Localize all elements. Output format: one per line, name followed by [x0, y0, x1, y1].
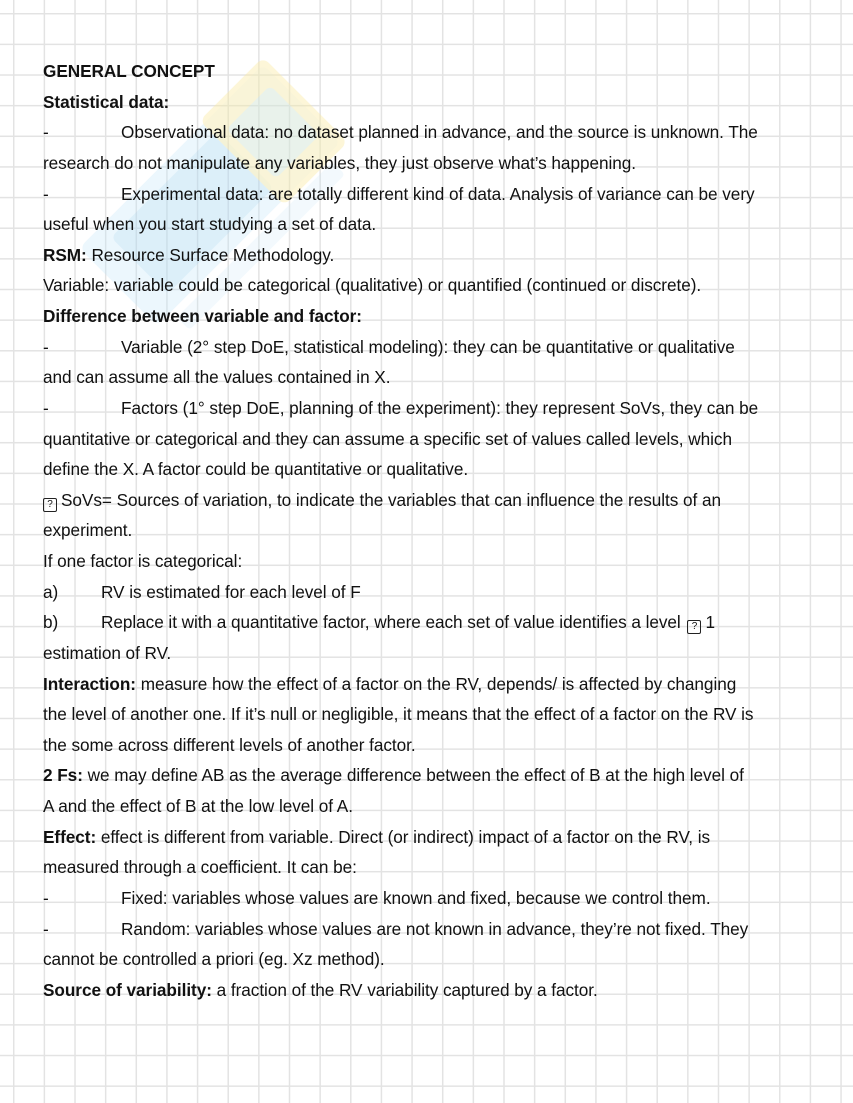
list-item-b: [43, 607, 833, 638]
list-item-text: Replace it with a quantitative factor, where each set of value identifies a level: [101, 612, 681, 633]
term-label: Source of variability:: [43, 979, 212, 1000]
list-item-observational-data: [43, 117, 833, 148]
text-content: cannot be controlled a priori (eg. Xz method).: [43, 949, 385, 970]
document-title: [43, 56, 833, 87]
list-item-a: [43, 577, 833, 608]
text-line: [43, 944, 833, 975]
term-label: Effect:: [43, 826, 97, 847]
text-line: [43, 852, 833, 883]
text-line: [43, 699, 833, 730]
list-item-text: Fixed: variables whose values are known and fixed, because we control them.: [121, 887, 711, 908]
document-page: [43, 56, 833, 1005]
term-definition: Resource Surface Methodology.: [86, 244, 335, 265]
term-label: 2 Fs:: [43, 765, 83, 786]
heading-text: Statistical data:: [43, 91, 170, 112]
dash-marker: -: [43, 887, 49, 908]
list-item-random: [43, 914, 833, 945]
list-item-suffix: 1: [705, 612, 715, 633]
term-definition: a fraction of the RV variability captured by a factor.: [211, 979, 598, 1000]
title-text: GENERAL CONCEPT: [43, 61, 215, 81]
text-line: [43, 515, 833, 546]
list-item-text: RV is estimated for each level of F: [101, 581, 361, 602]
term-label: RSM:: [43, 244, 87, 265]
text-line: [43, 454, 833, 485]
list-item-fixed: [43, 883, 833, 914]
missing-glyph-icon: ?: [687, 620, 701, 634]
section-heading-variable-vs-factor: [43, 301, 833, 332]
section-heading-statistical-data: [43, 87, 833, 118]
term-rsm: [43, 240, 833, 271]
text-content: Variable: variable could be categorical (qualitative) or quantified (continued or discrete).: [43, 275, 702, 296]
text-line: [43, 791, 833, 822]
note-text: SoVs= Sources of variation, to indicate the variables that can influence the results of an: [61, 489, 721, 510]
text-content: measured through a coefficient. It can be:: [43, 857, 357, 878]
text-content: define the X. A factor could be quantitative or qualitative.: [43, 459, 469, 480]
text-content: the some across different levels of another factor.: [43, 734, 416, 755]
alpha-marker: b): [43, 612, 59, 633]
list-item-text: Experimental data: are totally different kind of data. Analysis of variance can be very: [121, 183, 755, 204]
text-content: experiment.: [43, 520, 133, 541]
term-definition: effect is different from variable. Direct (or indirect) impact of a factor on the RV, is: [96, 826, 711, 847]
alpha-marker: a): [43, 581, 59, 602]
text-content: quantitative or categorical and they can assume a specific set of values called levels, which: [43, 428, 732, 449]
list-item-text: Variable (2° step DoE, statistical modeling): they can be quantitative or qualitative: [121, 336, 735, 357]
term-2fs: [43, 760, 833, 791]
text-line: [43, 638, 833, 669]
dash-marker: -: [43, 122, 49, 143]
missing-glyph-icon: ?: [43, 498, 57, 512]
list-item-factors: [43, 393, 833, 424]
dash-marker: -: [43, 183, 49, 204]
text-content: the level of another one. If it’s null or negligible, it means that the effect of a factor on the RV is: [43, 704, 754, 725]
heading-text: Difference between variable and factor:: [43, 306, 362, 326]
note-sovs: [43, 485, 833, 516]
text-line: [43, 148, 833, 179]
text-line: [43, 270, 833, 301]
list-item-experimental-data: [43, 179, 833, 210]
term-definition: measure how the effect of a factor on the RV, depends/ is affected by changing: [135, 673, 737, 694]
text-content: estimation of RV.: [43, 642, 172, 663]
text-line: [43, 209, 833, 240]
text-content: A and the effect of B at the low level of A.: [43, 796, 353, 816]
list-item-text: Random: variables whose values are not known in advance, they’re not fixed. They: [121, 918, 749, 939]
text-line: [43, 362, 833, 393]
dash-marker: -: [43, 397, 49, 418]
term-interaction: [43, 669, 833, 700]
term-label: Interaction:: [43, 673, 136, 694]
dash-marker: -: [43, 918, 49, 939]
list-item-variable: [43, 332, 833, 363]
text-line: [43, 546, 833, 577]
term-definition: we may define AB as the average difference between the effect of B at the high level of: [82, 765, 744, 786]
text-content: research do not manipulate any variables, they just observe what’s happening.: [43, 152, 636, 173]
text-line: [43, 730, 833, 761]
text-content: and can assume all the values contained in X.: [43, 367, 391, 388]
term-effect: [43, 822, 833, 853]
dash-marker: -: [43, 336, 49, 357]
list-item-text: Factors (1° step DoE, planning of the experiment): they represent SoVs, they can be: [121, 397, 759, 418]
text-content: If one factor is categorical:: [43, 551, 243, 571]
term-source-of-variability: [43, 975, 833, 1006]
text-content: useful when you start studying a set of data.: [43, 214, 377, 235]
list-item-text: Observational data: no dataset planned in advance, and the source is unknown. The: [121, 122, 758, 143]
text-line: [43, 424, 833, 455]
